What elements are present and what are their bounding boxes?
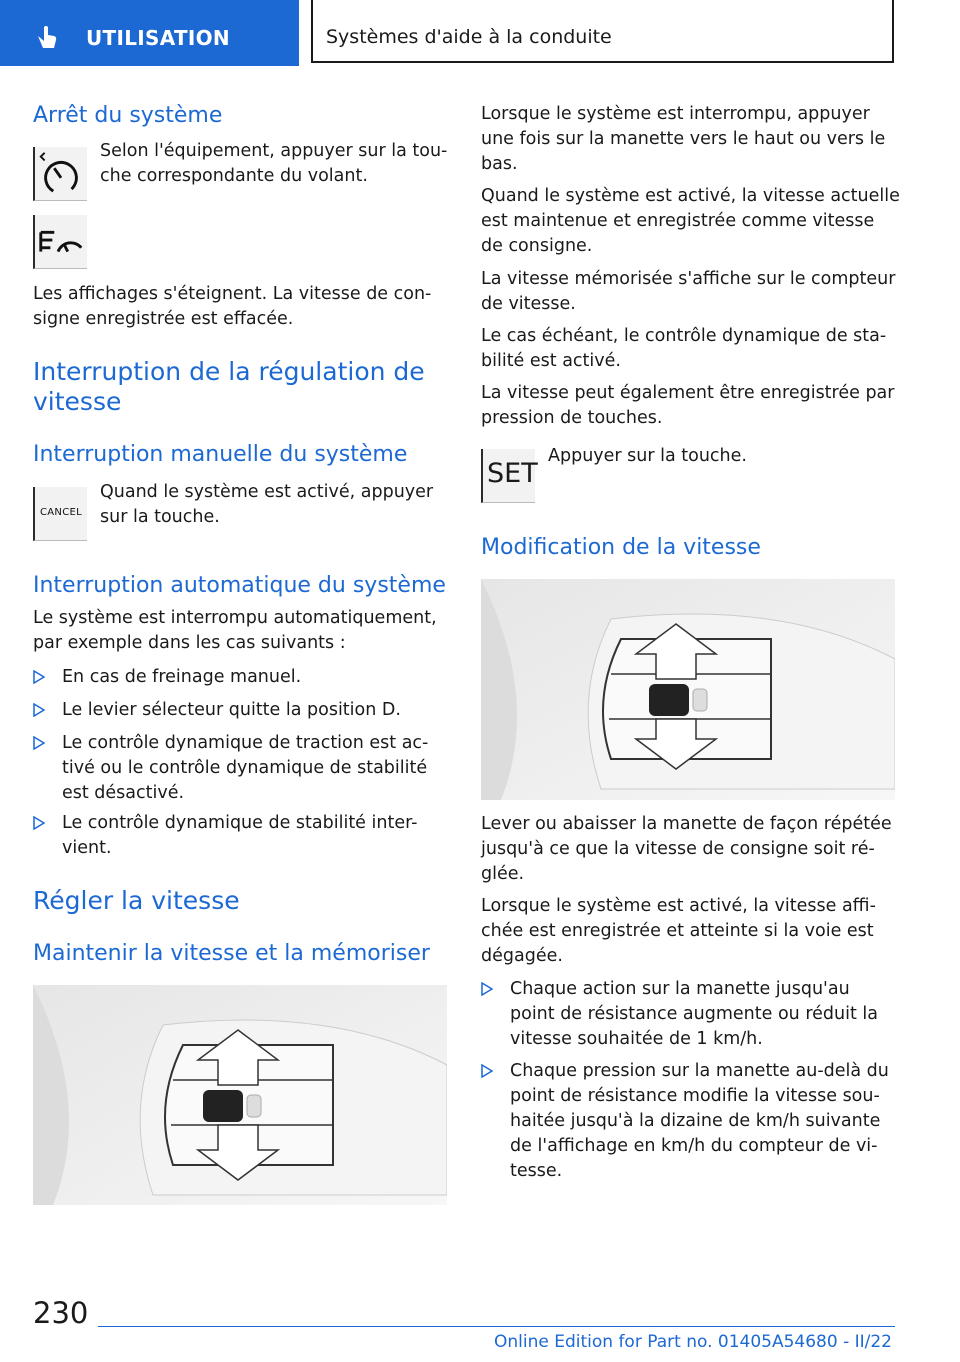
right-paragraph-2-line: Quand le système est activé, la vitesse actuelle — [481, 186, 900, 206]
footer-divider — [98, 1326, 895, 1327]
right-paragraph-1-line: Lorsque le système est interrompu, appuyer — [481, 104, 870, 124]
right-paragraph-1-line: une fois sur la manette vers le haut ou vers le — [481, 129, 886, 149]
modify-paragraph-1-line: glée. — [481, 864, 525, 884]
auto-text-line-2: par exemple dans les cas suivants : — [33, 633, 346, 653]
interrupt-heading-line-2: vitesse — [33, 387, 122, 416]
bullet-text-line: de l'affichage en km/h du compteur de vi- — [510, 1136, 878, 1156]
modify-paragraph-2-line: dégagée. — [481, 946, 563, 966]
hand-pointer-icon — [34, 24, 60, 50]
set-text: Appuyer sur la touche. — [548, 446, 747, 466]
steering-wheel-buttons-image — [33, 985, 447, 1205]
auto-text-line-1: Le système est interrompu automatiquement, — [33, 608, 437, 628]
right-paragraph-5-line: La vitesse peut également être enregistrée par — [481, 383, 895, 403]
triangle-bullet-icon — [481, 982, 493, 996]
page-number: 230 — [33, 1296, 89, 1330]
cancel-button-icon-box — [33, 487, 87, 541]
right-paragraph-2-line: de consigne. — [481, 236, 593, 256]
bullet-text-line: vient. — [62, 838, 112, 858]
right-paragraph-4-line: Le cas échéant, le contrôle dynamique de sta- — [481, 326, 887, 346]
bullet-text-line: Le levier sélecteur quitte la position D. — [62, 700, 401, 720]
bullet-text-line: Le contrôle dynamique de traction est ac- — [62, 733, 429, 753]
speedometer-icon — [35, 147, 87, 199]
page-header — [0, 0, 960, 66]
bullet-text-line: vitesse souhaitée de 1 km/h. — [510, 1029, 763, 1049]
bullet-text-line: est désactivé. — [62, 783, 185, 803]
set-label: SET — [487, 458, 538, 489]
stop-heading: Arrêt du système — [33, 103, 223, 128]
right-paragraph-4-line: bilité est activé. — [481, 351, 621, 371]
manual-text-line-2: sur la touche. — [100, 507, 220, 527]
triangle-bullet-icon — [33, 736, 45, 750]
bullet-text-line: En cas de freinage manuel. — [62, 667, 302, 687]
triangle-bullet-icon — [33, 670, 45, 684]
speed-limiter-icon-box — [33, 147, 87, 201]
chapter-title: UTILISATION — [86, 26, 230, 50]
cruise-control-icon — [35, 215, 87, 267]
bullet-text-line: tivé ou le contrôle dynamique de stabilité — [62, 758, 428, 778]
modify-speed-heading: Modification de la vitesse — [481, 535, 761, 560]
set-button-icon-box — [481, 449, 538, 503]
modify-paragraph-2-line: chée est enregistrée et atteinte si la voie est — [481, 921, 874, 941]
speed-control-icon-box — [33, 215, 87, 269]
steering-control-photo-left — [33, 985, 447, 1205]
modify-paragraph-2-line: Lorsque le système est activé, la vitesse affi- — [481, 896, 876, 916]
right-paragraph-3-line: La vitesse mémorisée s'affiche sur le compteur — [481, 269, 896, 289]
stop-text-line-1: Selon l'équipement, appuyer sur la tou- — [100, 141, 448, 161]
steering-control-photo-right — [481, 579, 895, 800]
steering-wheel-buttons-image — [481, 579, 895, 800]
speed-heading: Régler la vitesse — [33, 886, 240, 915]
triangle-bullet-icon — [33, 703, 45, 717]
bullet-text-line: Le contrôle dynamique de stabilité inter- — [62, 813, 418, 833]
bullet-text-line: point de résistance augmente ou réduit la — [510, 1004, 878, 1024]
right-paragraph-5-line: pression de touches. — [481, 408, 663, 428]
section-title: Systèmes d'aide à la conduite — [326, 26, 612, 48]
bullet-text-line: haitée jusqu'à la dizaine de km/h suivante — [510, 1111, 881, 1131]
bullet-text-line: point de résistance modifie la vitesse sou- — [510, 1086, 880, 1106]
interrupt-heading-line-1: Interruption de la régulation de — [33, 357, 425, 386]
right-paragraph-2-line: est maintenue et enregistrée comme vitesse — [481, 211, 875, 231]
section-tab — [311, 0, 894, 63]
auto-heading: Interruption automatique du système — [33, 573, 446, 598]
keep-speed-heading: Maintenir la vitesse et la mémoriser — [33, 941, 430, 966]
right-paragraph-3-line: de vitesse. — [481, 294, 576, 314]
right-paragraph-1-line: bas. — [481, 154, 518, 174]
manual-text-line-1: Quand le système est activé, appuyer — [100, 482, 434, 502]
modify-paragraph-1-line: jusqu'à ce que la vitesse de consigne soit ré- — [481, 839, 875, 859]
bullet-text-line: Chaque action sur la manette jusqu'au — [510, 979, 850, 999]
off-text-line-1: Les affichages s'éteignent. La vitesse de con- — [33, 284, 432, 304]
stop-text-line-2: che correspondante du volant. — [100, 166, 368, 186]
cancel-label: CANCEL — [40, 507, 82, 518]
edition-note: Online Edition for Part no. 01405A54680 - II/22 — [493, 1332, 892, 1352]
off-text-line-2: signe enregistrée est effacée. — [33, 309, 294, 329]
chapter-tab — [0, 0, 299, 66]
triangle-bullet-icon — [481, 1064, 493, 1078]
bullet-text-line: Chaque pression sur la manette au-delà du — [510, 1061, 889, 1081]
bullet-text-line: tesse. — [510, 1161, 563, 1181]
modify-paragraph-1-line: Lever ou abaisser la manette de façon répétée — [481, 814, 892, 834]
triangle-bullet-icon — [33, 816, 45, 830]
manual-heading: Interruption manuelle du système — [33, 442, 408, 467]
